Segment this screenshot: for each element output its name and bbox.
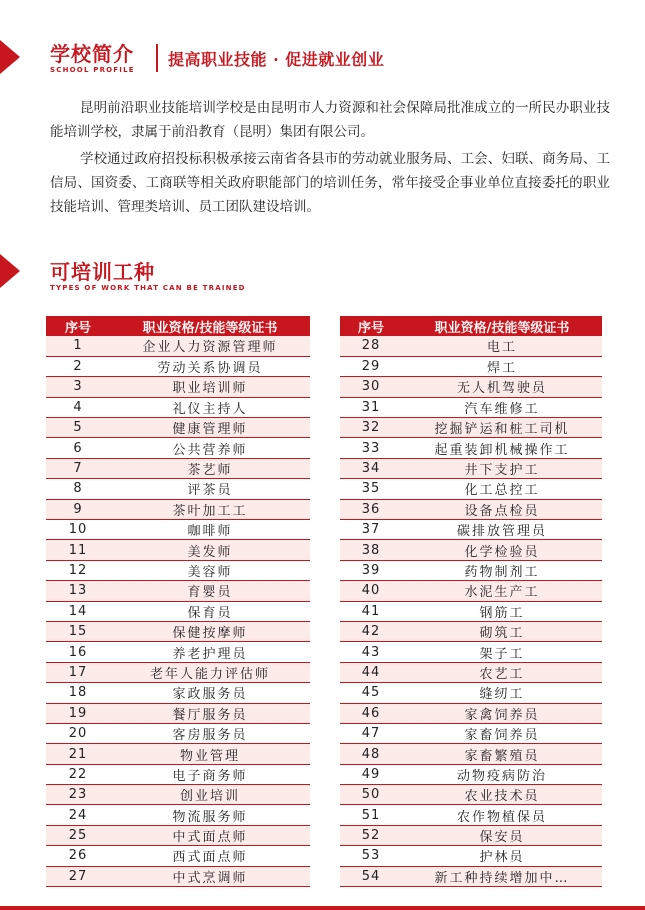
row-number: 43 — [340, 642, 402, 662]
table-row — [340, 785, 602, 805]
row-number: 16 — [46, 642, 110, 662]
row-certificate: 无人机驾驶员 — [402, 377, 602, 397]
table-row — [46, 520, 310, 540]
row-number: 35 — [340, 479, 402, 499]
row-number: 20 — [46, 723, 110, 743]
row-certificate: 育婴员 — [110, 581, 310, 601]
row-certificate: 缝纫工 — [402, 683, 602, 703]
row-certificate: 物业管理 — [110, 744, 310, 764]
row-certificate: 客房服务员 — [110, 723, 310, 743]
row-certificate: 化学检验员 — [402, 540, 602, 560]
table-row — [46, 377, 310, 397]
table-row — [340, 520, 602, 540]
row-certificate: 保安员 — [402, 825, 602, 845]
table-row — [340, 438, 602, 458]
row-certificate: 农作物植保员 — [402, 805, 602, 825]
row-number: 25 — [46, 825, 110, 845]
row-number: 32 — [340, 418, 402, 438]
table-row — [46, 703, 310, 723]
table-row — [46, 581, 310, 601]
row-certificate: 设备点检员 — [402, 499, 602, 519]
table-row — [340, 825, 602, 845]
row-certificate: 护林员 — [402, 846, 602, 866]
row-certificate: 茶艺师 — [110, 458, 310, 478]
row-number: 22 — [46, 764, 110, 784]
row-number: 13 — [46, 581, 110, 601]
table-row — [340, 683, 602, 703]
row-number: 9 — [46, 499, 110, 519]
row-number: 23 — [46, 785, 110, 805]
row-certificate: 电子商务师 — [110, 764, 310, 784]
row-number: 19 — [46, 703, 110, 723]
row-number: 21 — [46, 744, 110, 764]
row-number: 39 — [340, 560, 402, 580]
row-number: 54 — [340, 866, 402, 886]
row-number: 2 — [46, 356, 110, 376]
table-row — [46, 785, 310, 805]
row-number: 26 — [46, 846, 110, 866]
table-row — [340, 581, 602, 601]
row-certificate: 汽车维修工 — [402, 397, 602, 417]
profile-title: 学校简介 — [50, 42, 134, 66]
table-row — [340, 662, 602, 682]
row-certificate: 家畜繁殖员 — [402, 744, 602, 764]
header-divider — [156, 44, 158, 72]
table-row — [46, 723, 310, 743]
row-number: 7 — [46, 458, 110, 478]
row-number: 10 — [46, 520, 110, 540]
row-certificate: 新工种持续增加中… — [402, 866, 602, 886]
row-number: 3 — [46, 377, 110, 397]
row-certificate: 职业培训师 — [110, 377, 310, 397]
table-row — [46, 560, 310, 580]
profile-paragraph-1: 昆明前沿职业技能培训学校是由昆明市人力资源和社会保障局批准成立的一所民办职业技能培训学校，隶属于前沿教育（昆明）集团有限公司。 — [50, 100, 610, 140]
table-row — [46, 825, 310, 845]
profile-paragraph-2: 学校通过政府招投标积极承接云南省各县市的劳动就业服务局、工会、妇联、商务局、工信局、国资委、工商联等相关政府职能部门的培训任务，常年接受企事业单位直接委托的职业技能培训、管理类培训、员工团队建设培训。 — [50, 151, 610, 215]
table-row — [46, 621, 310, 641]
section-marker-icon — [0, 40, 20, 74]
row-certificate: 中式面点师 — [110, 825, 310, 845]
row-number: 53 — [340, 846, 402, 866]
bottom-bar — [0, 906, 645, 910]
table-row — [46, 336, 310, 356]
row-certificate: 水泥生产工 — [402, 581, 602, 601]
table-row — [340, 723, 602, 743]
row-certificate: 家政服务员 — [110, 683, 310, 703]
row-number: 12 — [46, 560, 110, 580]
row-certificate: 焊工 — [402, 356, 602, 376]
row-certificate: 砌筑工 — [402, 621, 602, 641]
table-row — [46, 683, 310, 703]
row-number: 52 — [340, 825, 402, 845]
table-row — [46, 601, 310, 621]
row-number: 44 — [340, 662, 402, 682]
col-header-no: 序号 — [46, 316, 110, 336]
row-number: 41 — [340, 601, 402, 621]
row-certificate: 挖掘铲运和桩工司机 — [402, 418, 602, 438]
table-row — [46, 846, 310, 866]
row-certificate: 化工总控工 — [402, 479, 602, 499]
row-number: 27 — [46, 866, 110, 886]
table-row — [340, 479, 602, 499]
slogan: 提高职业技能 · 促进就业创业 — [168, 50, 385, 69]
row-certificate: 评茶员 — [110, 479, 310, 499]
row-certificate: 药物制剂工 — [402, 560, 602, 580]
table-row — [340, 397, 602, 417]
table-row — [340, 601, 602, 621]
row-number: 42 — [340, 621, 402, 641]
row-number: 37 — [340, 520, 402, 540]
row-number: 24 — [46, 805, 110, 825]
types-table-right-body — [340, 336, 602, 887]
col-header-name: 职业资格/技能等级证书 — [402, 316, 602, 336]
table-row — [340, 356, 602, 376]
row-certificate: 农业技术员 — [402, 785, 602, 805]
table-row — [340, 418, 602, 438]
col-header-name: 职业资格/技能等级证书 — [110, 316, 310, 336]
row-number: 47 — [340, 723, 402, 743]
row-number: 31 — [340, 397, 402, 417]
row-certificate: 美容师 — [110, 560, 310, 580]
row-certificate: 美发师 — [110, 540, 310, 560]
row-number: 28 — [340, 336, 402, 356]
row-certificate: 井下支护工 — [402, 458, 602, 478]
row-number: 46 — [340, 703, 402, 723]
row-certificate: 动物疫病防治 — [402, 764, 602, 784]
table-row — [340, 540, 602, 560]
row-certificate: 架子工 — [402, 642, 602, 662]
types-table-left — [46, 316, 310, 887]
row-certificate: 咖啡师 — [110, 520, 310, 540]
table-row — [340, 336, 602, 356]
table-row — [340, 377, 602, 397]
row-number: 30 — [340, 377, 402, 397]
table-row — [46, 397, 310, 417]
types-table-right — [340, 316, 602, 887]
row-number: 18 — [46, 683, 110, 703]
table-row — [340, 805, 602, 825]
row-number: 45 — [340, 683, 402, 703]
col-header-no: 序号 — [340, 316, 402, 336]
profile-subtitle: SCHOOL PROFILE — [50, 66, 135, 74]
types-table-left-body — [46, 336, 310, 887]
row-certificate: 起重装卸机械操作工 — [402, 438, 602, 458]
row-number: 14 — [46, 601, 110, 621]
table-row — [340, 621, 602, 641]
row-number: 15 — [46, 621, 110, 641]
row-certificate: 劳动关系协调员 — [110, 356, 310, 376]
table-row — [46, 356, 310, 376]
row-certificate: 保育员 — [110, 601, 310, 621]
row-certificate: 健康管理师 — [110, 418, 310, 438]
table-row — [46, 479, 310, 499]
row-number: 6 — [46, 438, 110, 458]
row-certificate: 礼仪主持人 — [110, 397, 310, 417]
row-certificate: 公共营养师 — [110, 438, 310, 458]
row-certificate: 农艺工 — [402, 662, 602, 682]
types-title: 可培训工种 — [50, 260, 155, 284]
row-certificate: 西式面点师 — [110, 846, 310, 866]
table-row — [46, 744, 310, 764]
row-number: 4 — [46, 397, 110, 417]
table-row — [340, 744, 602, 764]
table-row — [340, 499, 602, 519]
row-certificate: 中式烹调师 — [110, 866, 310, 886]
table-row — [340, 642, 602, 662]
row-number: 29 — [340, 356, 402, 376]
row-number: 33 — [340, 438, 402, 458]
table-row — [340, 703, 602, 723]
row-certificate: 茶叶加工工 — [110, 499, 310, 519]
row-certificate: 养老护理员 — [110, 642, 310, 662]
table-row — [46, 540, 310, 560]
table-row — [46, 499, 310, 519]
row-number: 48 — [340, 744, 402, 764]
table-row — [46, 642, 310, 662]
row-number: 38 — [340, 540, 402, 560]
table-row — [340, 764, 602, 784]
row-certificate: 老年人能力评估师 — [110, 662, 310, 682]
table-row — [46, 458, 310, 478]
row-number: 11 — [46, 540, 110, 560]
table-row — [46, 662, 310, 682]
row-number: 5 — [46, 418, 110, 438]
table-row — [340, 458, 602, 478]
section-marker-icon — [0, 254, 20, 288]
table-row — [46, 805, 310, 825]
row-number: 36 — [340, 499, 402, 519]
table-row — [46, 866, 310, 886]
row-certificate: 家禽饲养员 — [402, 703, 602, 723]
table-row — [46, 438, 310, 458]
row-number: 50 — [340, 785, 402, 805]
row-number: 1 — [46, 336, 110, 356]
table-row — [340, 846, 602, 866]
table-row — [46, 764, 310, 784]
row-certificate: 保健按摩师 — [110, 621, 310, 641]
row-number: 8 — [46, 479, 110, 499]
row-number: 40 — [340, 581, 402, 601]
table-row — [340, 560, 602, 580]
row-number: 51 — [340, 805, 402, 825]
row-certificate: 物流服务师 — [110, 805, 310, 825]
row-certificate: 电工 — [402, 336, 602, 356]
row-certificate: 家畜饲养员 — [402, 723, 602, 743]
row-number: 34 — [340, 458, 402, 478]
table-row — [46, 418, 310, 438]
row-number: 17 — [46, 662, 110, 682]
row-certificate: 碳排放管理员 — [402, 520, 602, 540]
row-certificate: 创业培训 — [110, 785, 310, 805]
row-certificate: 钢筋工 — [402, 601, 602, 621]
types-subtitle: TYPES OF WORK THAT CAN BE TRAINED — [50, 284, 246, 292]
table-row — [340, 866, 602, 886]
row-certificate: 餐厅服务员 — [110, 703, 310, 723]
row-number: 49 — [340, 764, 402, 784]
row-certificate: 企业人力资源管理师 — [110, 336, 310, 356]
